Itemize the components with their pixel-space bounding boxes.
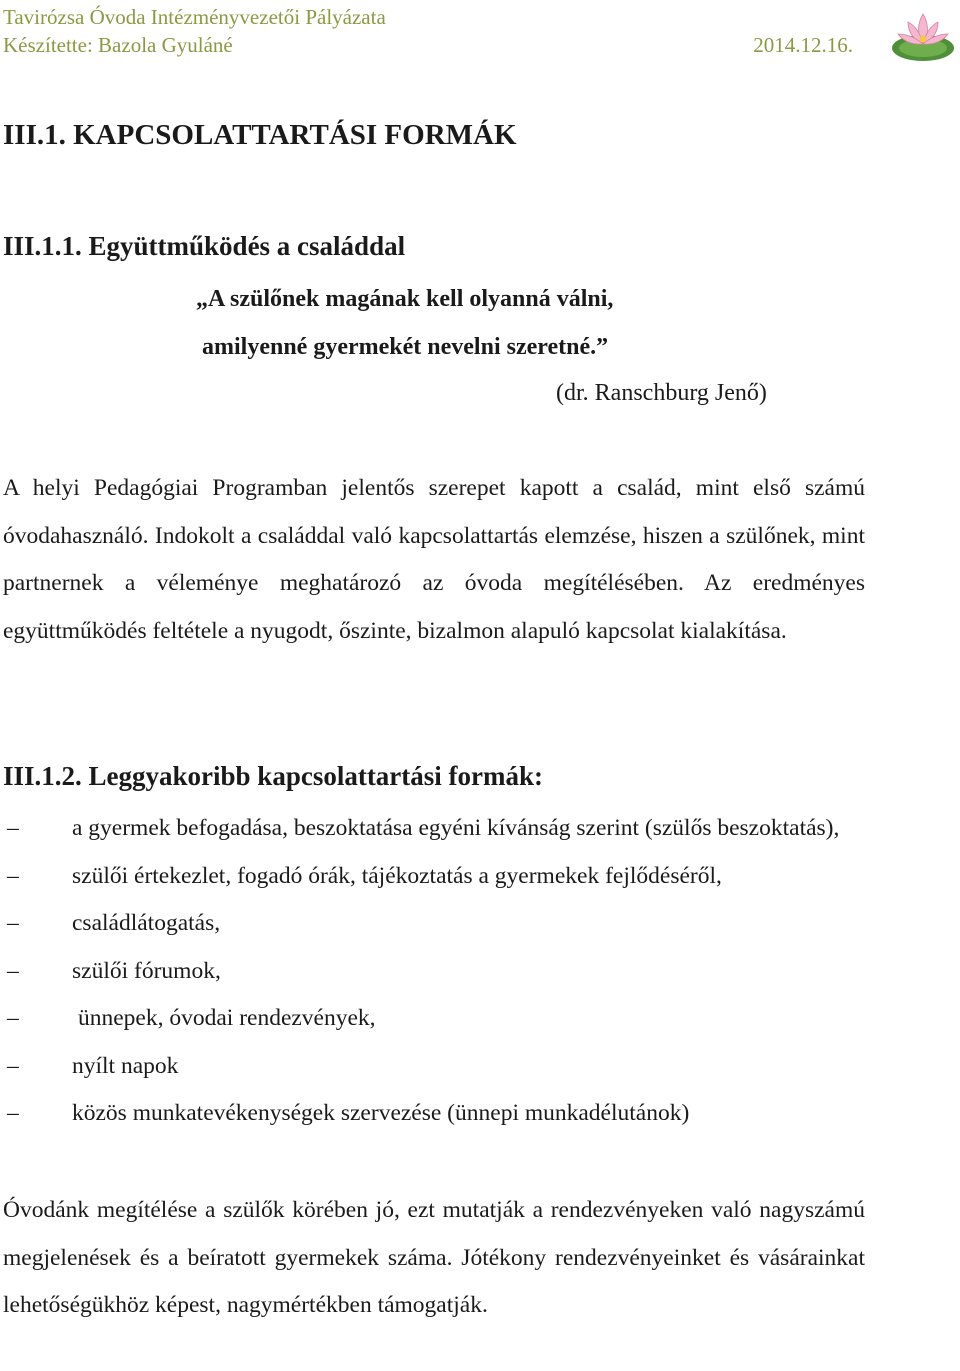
quote-attribution: (dr. Ranschburg Jenő) (556, 380, 767, 406)
header-title: Tavirózsa Óvoda Intézményvezetői Pályázata (3, 5, 386, 29)
list-item (0, 853, 865, 901)
section-title: III.1. KAPCSOLATTARTÁSI FORMÁK (3, 119, 517, 151)
list-item (0, 1043, 865, 1091)
list-item-text: nyílt napok (72, 1052, 179, 1079)
page-header (3, 4, 853, 58)
list-item-text: szülői értekezlet, fogadó órák, tájékoztatás a gyermekek fejlődéséről, (72, 862, 722, 889)
header-date: 2014.12.16. (753, 33, 853, 57)
contact-forms-list (0, 805, 865, 1138)
bullet-dash: – (7, 815, 19, 841)
subsection-title-2: III.1.2. Leggyakoribb kapcsolattartási formák: (3, 761, 544, 791)
closing-paragraph: Óvodánk megítélése a szülők körében jó, ezt mutatják a rendezvényeken való nagyszámú megjelenések és a beíratott gyermekek száma. Jótékony rendezvényeinket és vásárainkat lehetőségükhöz képest, nagymértékben támogatják. (3, 1197, 865, 1318)
list-item-text: közös munkatevékenységek szervezése (ünnepi munkadélutánok) (72, 1100, 690, 1126)
quote-line-2: amilyenné gyermekét nevelni szeretné.” (202, 334, 609, 360)
quote-line-1: „A szülőnek magának kell olyanná válni, (196, 286, 614, 312)
bullet-dash: – (7, 957, 19, 984)
list-item-text: a gyermek befogadása, beszoktatása egyéni kívánság szerint (szülős beszoktatás), (72, 815, 840, 841)
list-item (0, 1090, 865, 1138)
header-author: Készítette: Bazola Gyuláné (3, 33, 233, 57)
subsection-title-1: III.1.1. Együttműködés a családdal (3, 231, 406, 261)
list-item (0, 948, 865, 996)
bullet-dash: – (7, 1005, 19, 1031)
intro-paragraph: A helyi Pedagógiai Programban jelentős szerepet kapott a család, mint első számú óvodahasználó. Indokolt a családdal való kapcsolattartás elemzése, hiszen a szülőnek, mint partnernek a véleménye meghatározó az óvoda megítélésében. Az eredményes együttműködés feltétele a nyugodt, őszinte, bizalmon alapuló kapcsolat kialakítása. (3, 475, 865, 644)
bullet-dash: – (7, 862, 19, 889)
list-item (0, 805, 865, 853)
water-lily-icon (890, 6, 956, 64)
list-item (0, 900, 865, 948)
bullet-dash: – (7, 1052, 19, 1079)
list-item-text: szülői fórumok, (72, 957, 221, 984)
bullet-dash: – (7, 1100, 19, 1126)
list-item-text: ünnepek, óvodai rendezvények, (78, 1005, 376, 1031)
list-item (0, 995, 865, 1043)
list-item-text: családlátogatás, (72, 910, 221, 936)
bullet-dash: – (7, 910, 19, 936)
